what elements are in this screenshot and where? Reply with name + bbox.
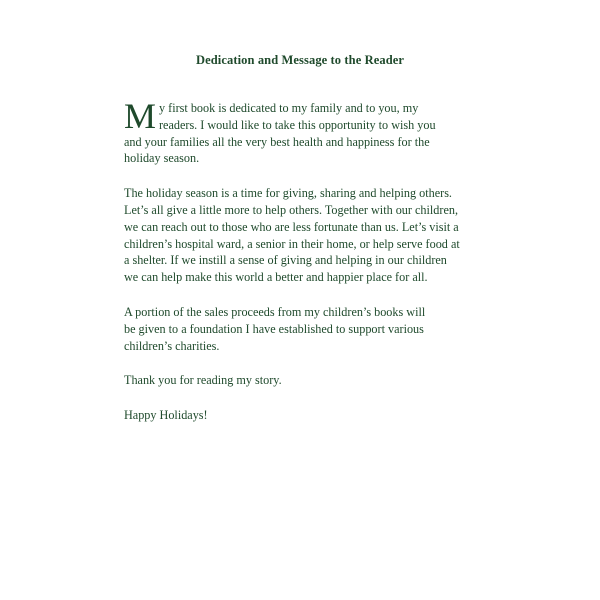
page-title: Dedication and Message to the Reader [195,53,405,67]
paragraph-line: be given to a foundation I have established to support various [124,321,424,336]
document-body [124,96,524,442]
paragraph-line: readers. I would like to take this opportunity to wish you [159,117,436,132]
paragraph-line: children’s hospital ward, a senior in their home, or help serve food at [124,236,460,251]
paragraph-3 [124,304,524,354]
paragraph-1 [124,96,524,167]
paragraph-5 [124,407,524,424]
paragraph-line: we can help make this world a better and happier place for all. [124,270,428,285]
paragraph-line: holiday season. [124,151,200,166]
paragraph-line: and your families all the very best health and happiness for the [124,134,430,149]
paragraph-line: Happy Holidays! [124,408,208,423]
paragraph-line: children’s charities. [124,338,220,353]
paragraph-line: Thank you for reading my story. [124,373,282,388]
paragraph-line: Let’s all give a little more to help others. Together with our children, [124,202,458,217]
paragraph-2 [124,185,524,286]
paragraph-4 [124,372,524,389]
paragraph-line: A portion of the sales proceeds from my children’s books will [124,304,426,319]
paragraph-line: The holiday season is a time for giving, sharing and helping others. [124,186,452,201]
paragraph-line: we can reach out to those who are less fortunate than us. Let’s visit a [124,219,459,234]
dropcap-block [124,96,524,136]
paragraph-line: a shelter. If we instill a sense of giving and helping in our children [124,253,447,268]
paragraph-line: y first book is dedicated to my family and to you, my [159,101,419,115]
drop-cap: M [124,96,157,136]
